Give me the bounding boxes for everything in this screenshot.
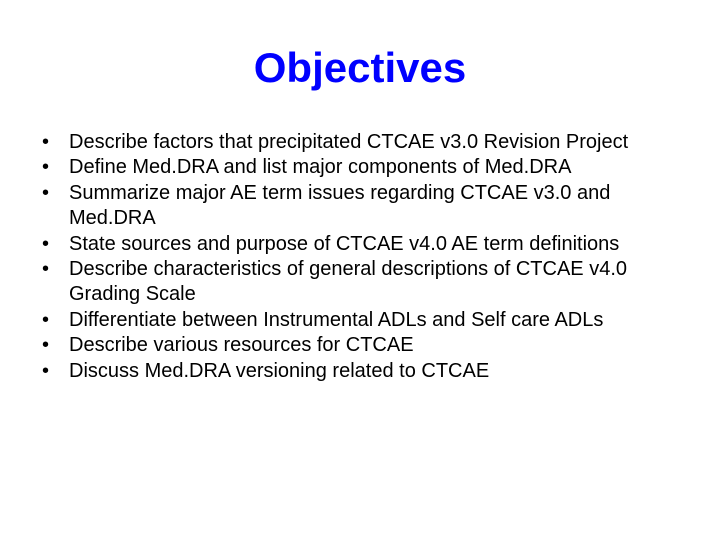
bullet-icon: • (42, 258, 50, 281)
bullet-text: Discuss Med.DRA versioning related to CTCAE (69, 359, 490, 382)
list-item (42, 359, 682, 384)
bullet-icon: • (42, 232, 50, 255)
bullet-text: Describe characteristics of general descriptions of CTCAE v4.0 Grading Scale (69, 258, 628, 306)
bullet-text: Summarize major AE term issues regarding CTCAE v3.0 and Med.DRA (69, 181, 611, 230)
slide-title: Objectives (253, 44, 467, 91)
bullet-icon: • (42, 359, 50, 382)
bullet-text: State sources and purpose of CTCAE v4.0 AE term definitions (69, 232, 620, 255)
bullet-icon: • (42, 131, 50, 153)
bullet-icon: • (42, 308, 50, 331)
list-item (42, 232, 682, 257)
list-item (42, 155, 682, 180)
bullet-text: Describe factors that precipitated CTCAE v3.0 Revision Project (69, 131, 629, 153)
bullet-icon: • (42, 181, 50, 204)
list-item (42, 308, 682, 333)
bullet-icon: • (42, 334, 50, 357)
bullet-text: Define Med.DRA and list major components of Med.DRA (69, 156, 572, 179)
bullet-text: Describe various resources for CTCAE (69, 334, 414, 357)
bullet-text: Differentiate between Instrumental ADLs and Self care ADLs (69, 308, 604, 331)
list-item (42, 130, 682, 155)
list-item (42, 257, 682, 308)
list-item (42, 181, 682, 232)
objectives-list (42, 130, 682, 384)
list-item (42, 333, 682, 358)
bullet-icon: • (42, 156, 50, 179)
